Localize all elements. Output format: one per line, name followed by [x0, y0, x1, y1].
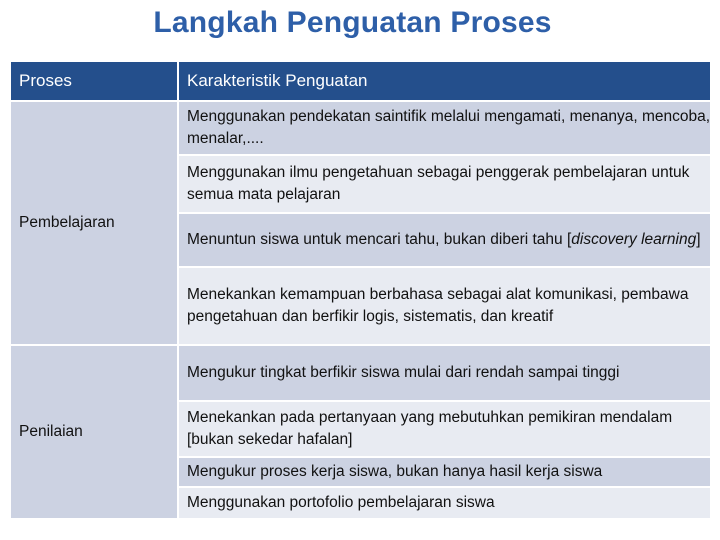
header-proses: Proses	[10, 61, 178, 101]
characteristic-cell	[178, 213, 711, 267]
characteristic-text-end: ]	[696, 231, 701, 248]
characteristic-italic-text: discovery learning	[571, 231, 697, 248]
characteristic-cell: Menekankan kemampuan berbahasa sebagai alat komunikasi, pembawa pengetahuan dan berfikir logis, sistematis, dan kreatif	[178, 267, 711, 345]
characteristic-cell: Mengukur proses kerja siswa, bukan hanya hasil kerja siswa	[178, 457, 711, 487]
table-row	[10, 345, 711, 401]
header-karakteristik: Karakteristik Penguatan	[178, 61, 711, 101]
process-penilaian: Penilaian	[10, 345, 178, 519]
characteristic-cell: Menggunakan portofolio pembelajaran siswa	[178, 487, 711, 519]
characteristic-cell: Menggunakan ilmu pengetahuan sebagai penggerak pembelajaran untuk semua mata pelajaran	[178, 155, 711, 213]
slide-title: Langkah Penguatan Proses	[153, 6, 552, 39]
characteristic-cell: Menggunakan pendekatan saintifik melalui mengamati, menanya, mencoba, menalar,....	[178, 101, 711, 155]
table-row	[10, 101, 711, 155]
process-pembelajaran: Pembelajaran	[10, 101, 178, 345]
characteristic-cell: Menekankan pada pertanyaan yang mebutuhkan pemikiran mendalam [bukan sekedar hafalan]	[178, 401, 711, 457]
process-table	[9, 60, 712, 520]
table-header-row	[10, 61, 711, 101]
characteristic-text: Menuntun siswa untuk mencari tahu, bukan diberi tahu [	[187, 231, 572, 248]
characteristic-cell: Mengukur tingkat berfikir siswa mulai dari rendah sampai tinggi	[178, 345, 711, 401]
